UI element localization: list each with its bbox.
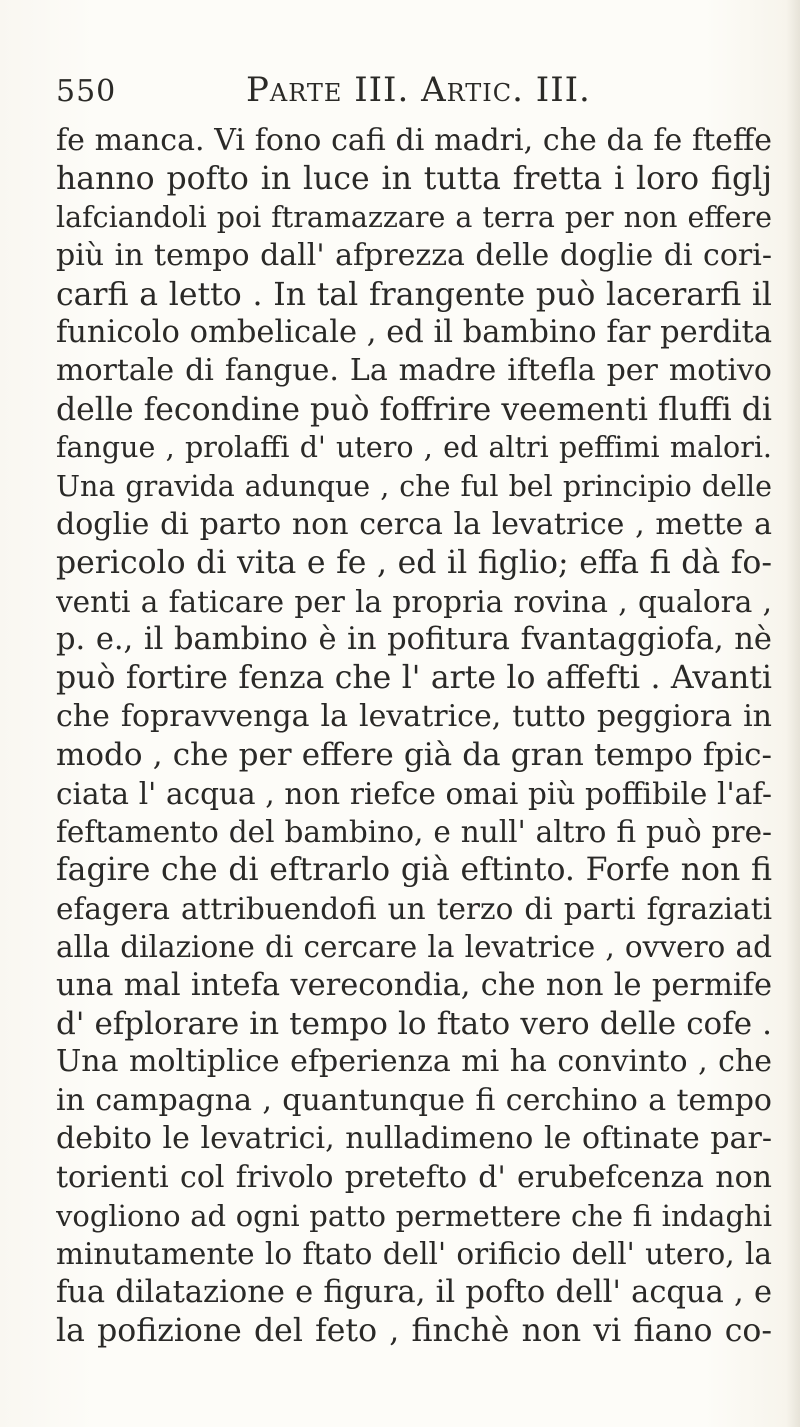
text-line: una mal intefa verecondia, che non le permife [56,967,772,1003]
text-line: hanno pofto in luce in tutta fretta i loro figlj [56,161,772,198]
text-line: che fopravvenga la levatrice, tutto peggiora in [56,698,772,734]
running-head: Parte III. Artic. III. [246,70,591,110]
text-line: più in tempo dall' afprezza delle doglie di cori- [56,238,772,274]
text-line: minutamente lo ftato dell' orificio dell' utero, la [56,1237,772,1272]
text-line: fagire che di eftrarlo già eftinto. Forfe non fi [56,852,772,889]
text-line: debito le levatrici, nulladimeno le oftinate par- [56,1121,772,1157]
page-header [56,70,756,120]
text-line: funicolo ombelicale , ed il bambino far perdita [56,314,772,350]
text-line: in campagna , quantunque fi cerchino a tempo [56,1082,772,1118]
text-line: doglie di parto non cerca la levatrice , mette a [56,506,772,542]
text-line: d' efplorare in tempo lo ftato vero delle cofe . [56,1005,772,1042]
text-line: modo , che per effere già da gran tempo fpic- [56,737,772,774]
text-line: pericolo di vita e fe , ed il figlio; effa fi dà fo- [56,545,772,582]
text-line: ciata l' acqua , non riefce omai più poffibile l'af- [56,776,772,811]
text-line: p. e., il bambino è in pofitura fvantaggiofa, nè [56,622,772,658]
text-line: carfi a letto . In tal frangente può lacerarfi il [56,276,772,313]
text-line: feftamento del bambino, e null' altro fi può pre- [56,815,772,850]
text-line: venti a faticare per la propria rovina , qualora , [56,584,772,619]
text-line: torienti col frivolo pretefto d' erubefcenza non [56,1159,772,1195]
text-line: Una moltiplice efperienza mi ha convinto , che [56,1044,772,1080]
text-line: Una gravida adunque , che ful bel principio delle [56,469,772,503]
text-line: vogliono ad ogni patto permettere che fi indaghi [56,1198,772,1233]
text-line: può fortire fenza che l' arte lo affefti . Avanti [56,660,772,697]
text-line: fangue , prolaffi d' utero , ed altri peffimi malori. [56,431,772,465]
text-line: delle fecondine può foffrire veementi fluffi di [56,391,772,428]
page-number: 550 [56,74,117,109]
text-line: alla dilazione di cercare la levatrice , ovvero ad [56,930,772,965]
body-text [56,122,772,1351]
text-line: mortale di fangue. La madre iftefla per motivo [56,353,772,389]
text-line: fe manca. Vi fono cafi di madri, che da fe fteffe [56,123,772,158]
text-line: lafciandoli poi ftramazzare a terra per non effere [56,200,772,234]
text-line: fua dilatazione e figura, il pofto dell' acqua , e [56,1274,772,1310]
text-line: efagera attribuendofi un terzo di parti fgraziati [56,891,772,926]
page-edge-shadow [786,0,800,1427]
text-line: la pofizione del feto , finchè non vi fiano co- [56,1313,772,1350]
